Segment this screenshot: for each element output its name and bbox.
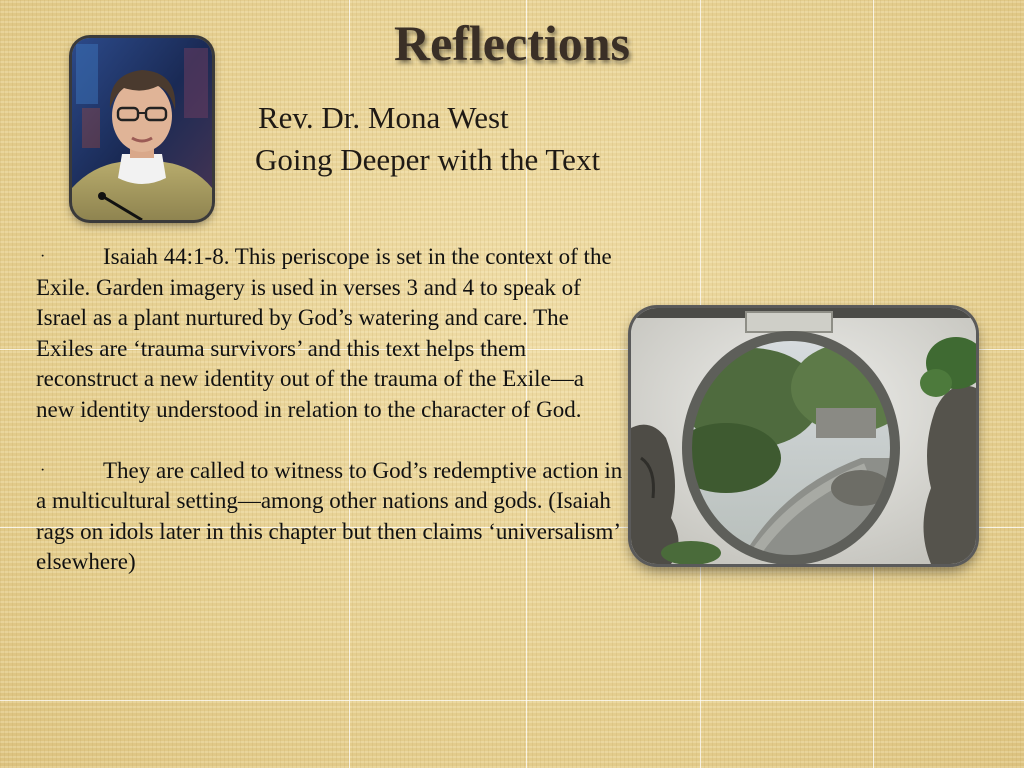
bullet-marker: · bbox=[40, 461, 46, 479]
bullet-item bbox=[36, 242, 626, 426]
speaker-name: Rev. Dr. Mona West bbox=[258, 100, 509, 135]
bullet-item bbox=[36, 456, 626, 578]
bullet-marker: · bbox=[40, 248, 46, 265]
grid-line bbox=[0, 700, 1024, 701]
slide-title: Reflections bbox=[393, 15, 631, 71]
slide-subtitle: Going Deeper with the Text bbox=[255, 142, 601, 177]
portrait-drawing bbox=[72, 38, 212, 220]
speaker-portrait-image bbox=[72, 38, 212, 220]
garden-drawing bbox=[631, 308, 976, 564]
bullet-text: They are called to witness to God’s redemptive action in a multicultural setting—among other nations and gods. (Isaiah rags on idols later in this chapter but then claims ‘universalism’ elsewhere) bbox=[36, 457, 623, 575]
garden-moon-gate-image bbox=[631, 308, 976, 564]
body-text bbox=[36, 242, 626, 578]
bullet-text: Isaiah 44:1-8. This periscope is set in the context of the Exile. Garden imagery is used in verses 3 and 4 to speak of Israel as a plant nurtured by God’s watering and care. The Exiles are ‘trauma survivors’ and this text helps them reconstruct a new identity out of the trauma of the Exile—a new identity understood in relation to the character of God. bbox=[36, 244, 612, 422]
